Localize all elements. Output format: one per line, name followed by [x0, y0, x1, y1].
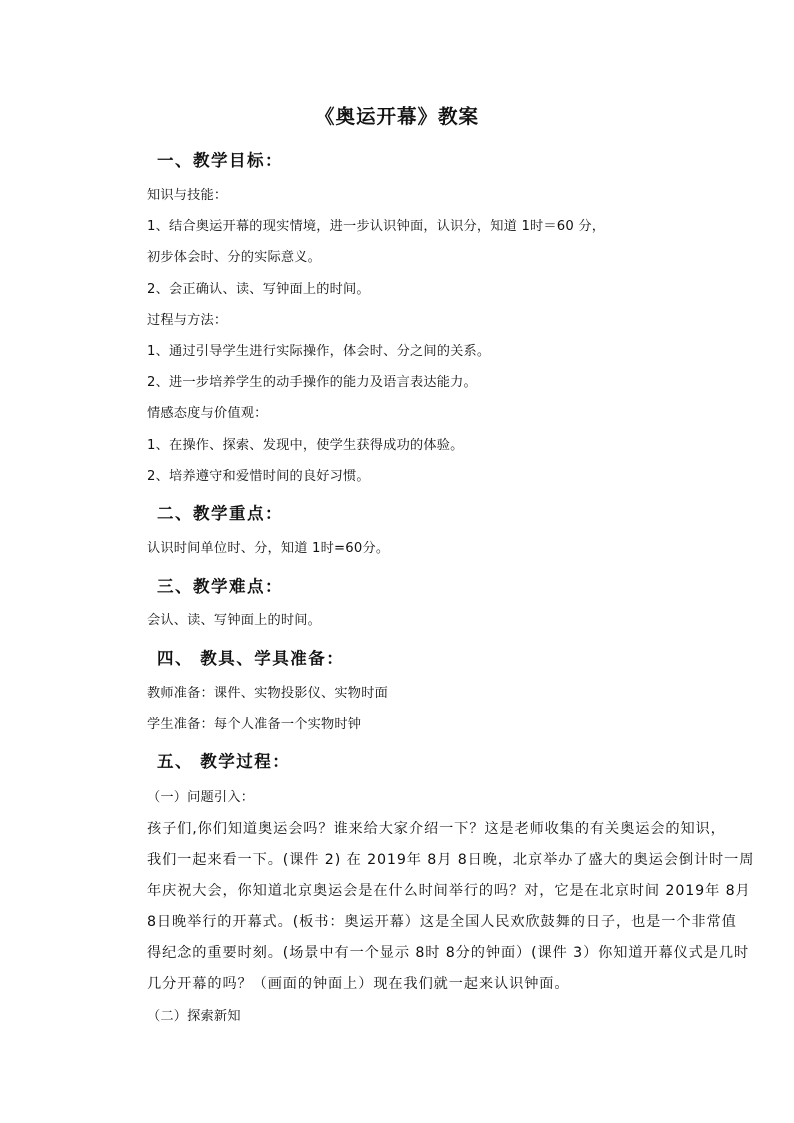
section-2-heading: 二、教学重点： — [157, 504, 283, 523]
difficult-points-text: 会认、读、写钟面上的时间。 — [147, 613, 322, 628]
key-points-text: 认识时间单位时、分，知道 1时=60分。 — [147, 541, 390, 556]
process-item-1: 1、通过引导学生进行实际操作，体会时、分之间的关系。 — [147, 344, 491, 359]
process-item-2: 2、进一步培养学生的动手操作的能力及语言表达能力。 — [147, 375, 477, 390]
intro-paragraph-line-1: 孩子们,你们知道奥运会吗？谁来给大家介绍一下？这是老师收集的有关奥运会的知识， — [147, 821, 726, 837]
intro-paragraph-line-4: 8日晚举行的开幕式。(板书：奥运开幕）这是全国人民欢欣鼓舞的日子，也是一个非常值 — [147, 914, 737, 930]
intro-paragraph-line-2: 我们一起来看一下。(课件 2) 在 2019年 8月 8日晚，北京举办了盛大的奥运会倒计时一周 — [147, 852, 755, 868]
knowledge-item-2: 2、会正确认、读、写钟面上的时间。 — [147, 282, 370, 297]
intro-paragraph-line-3: 年庆祝大会，你知道北京奥运会是在什么时间举行的吗？对，它是在北京时间 2019年 8月 — [147, 883, 751, 899]
document-title: 《奥运开幕》教案 — [314, 105, 479, 128]
intro-paragraph-line-5: 得纪念的重要时刻。(场景中有一个显示 8时 8分的钟面）(课件 3）你知道开幕仪式是几时 — [147, 945, 750, 961]
section-5-heading: 五、 教学过程： — [157, 752, 291, 771]
section-1-heading: 一、教学目标： — [157, 151, 283, 170]
subheading-problem-intro: （一）问题引入： — [147, 790, 255, 805]
subheading-attitude-values: 情感态度与价值观： — [147, 406, 268, 421]
teacher-preparation: 教师准备：课件、实物投影仪、实物时面 — [147, 686, 388, 701]
knowledge-item-1-line-1: 1、结合奥运开幕的现实情境，进一步认识钟面，认识分，知道 1时＝60 分， — [147, 219, 606, 234]
section-4-heading: 四、 教具、学具准备： — [157, 649, 345, 668]
attitude-item-1: 1、在操作、探索、发现中，使学生获得成功的体验。 — [147, 438, 464, 453]
attitude-item-2: 2、培养遵守和爱惜时间的良好习惯。 — [147, 469, 370, 484]
student-preparation: 学生准备：每个人准备一个实物时钟 — [147, 717, 362, 732]
subheading-explore-new: （二）探索新知 — [147, 1009, 241, 1024]
section-3-heading: 三、教学难点： — [157, 577, 283, 596]
subheading-knowledge-skills: 知识与技能： — [147, 188, 228, 203]
knowledge-item-1-line-2: 初步体会时、分的实际意义。 — [147, 250, 322, 265]
intro-paragraph-line-6: 几分开幕的吗？（画面的钟面上）现在我们就一起来认识钟面。 — [147, 976, 570, 992]
subheading-process-methods: 过程与方法： — [147, 313, 228, 328]
